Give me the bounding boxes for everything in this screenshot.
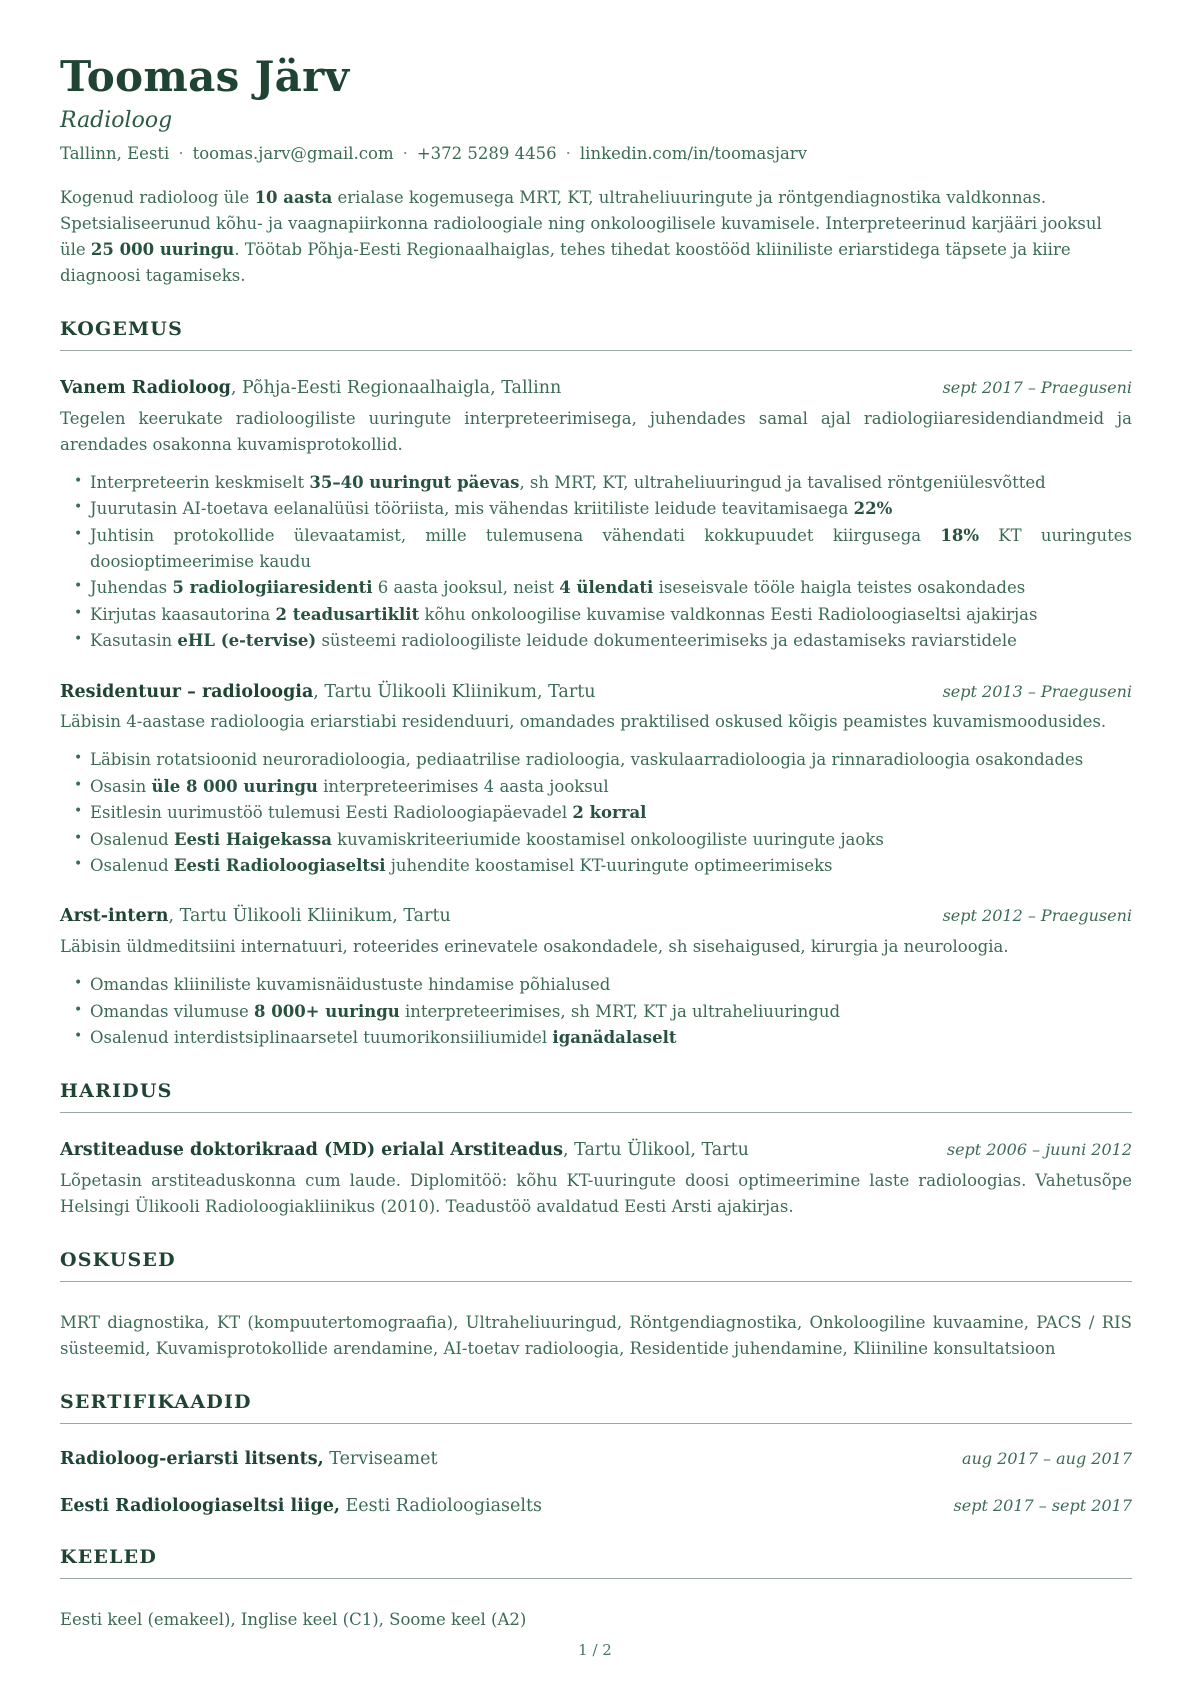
section-paragraph	[60, 1310, 1132, 1362]
bullet-item	[60, 575, 1132, 601]
section-rule	[60, 1423, 1132, 1424]
bullet-marker: •	[74, 776, 83, 793]
sections	[60, 319, 1132, 1633]
text-run-bold: 22%	[853, 499, 893, 519]
bullet-text	[90, 578, 1025, 597]
entry-date: sept 2012 – Praeguseni	[942, 906, 1132, 926]
text-run-bold: 10 aasta	[254, 187, 333, 207]
section-haridus	[60, 1081, 1132, 1220]
text-run: Omandas kliiniliste kuvamisnäidustuste hindamise põhialused	[90, 975, 611, 995]
bullet-text	[90, 777, 609, 796]
bullet-text	[90, 750, 1083, 769]
bullet-text	[90, 1002, 840, 1021]
section-oskused	[60, 1250, 1132, 1362]
bullet-text	[90, 1028, 676, 1047]
entry-date: sept 2017 – sept 2017	[953, 1495, 1132, 1515]
text-run: Eesti keel (emakeel), Inglise keel (C1), Soome keel (A2)	[60, 1610, 527, 1630]
bullet-marker: •	[74, 631, 83, 648]
text-run-bold: 8 000+ uuringu	[254, 1001, 400, 1021]
text-run-bold: Eesti Radioloogiaseltsi	[173, 855, 386, 875]
text-run: Kirjutas kaasautorina	[90, 604, 276, 624]
entry	[60, 681, 1132, 880]
text-run: juhendite koostamisel KT-uuringute optimeerimiseks	[385, 855, 833, 875]
text-run: Juurutasin AI-toetava eelanalüüsi tööriista, mis vähendas kriitiliste leidude teavitamisaega	[90, 499, 854, 519]
candidate-name: Toomas Järv	[60, 52, 350, 101]
text-run: Lõpetasin arstiteaduskonna cum laude. Diplomitöö: kõhu KT-uuringute doosi optimeerimine laste radioloogias. Vahetusõpe Helsingi Ülikooli Radioloogiakliinikus (2010). Teadustöö avaldatud Eesti Arsti ajakirjas.	[60, 1170, 1132, 1216]
bullet-text	[90, 830, 884, 849]
text-run-bold: 2 teadusartiklit	[275, 604, 420, 624]
entry-title-org: , Tartu Ülikool, Tartu	[563, 1140, 749, 1161]
contact-separator: ·	[178, 143, 184, 163]
entry-title-role: Arst-intern	[60, 906, 169, 927]
text-run: erialase kogemusega MRT, KT, ultraheliuuringute ja röntgendiagnostika valdkonnas. Spetsialiseerunud kõhu- ja vaagnapiirkonna radioloogiale ning onkoloogilisele kuvamisele. Interpreteerinud karjääri jooksul üle	[60, 187, 1102, 259]
bullet-item	[60, 602, 1132, 628]
text-run: 6 aasta jooksul, neist	[372, 578, 560, 598]
entry-header	[60, 681, 1132, 704]
resume-header	[60, 54, 1132, 165]
entry-description	[60, 1168, 1132, 1220]
text-run: Osalenud interdistsiplinaarsetel tuumorikonsiiliumidel	[90, 1027, 553, 1047]
entry-description	[60, 406, 1132, 458]
text-run-bold: Eesti Haigekassa	[173, 829, 332, 849]
text-run-bold: 5 radiologiiaresidenti	[172, 578, 373, 598]
entry-bullets	[60, 972, 1132, 1051]
bullet-text	[90, 473, 1046, 492]
bullet-marker: •	[74, 975, 83, 992]
bullet-marker: •	[74, 803, 83, 820]
section-kogemus	[60, 319, 1132, 1051]
contact-separator: ·	[565, 143, 571, 163]
bullet-text	[90, 499, 892, 518]
entry-title	[60, 681, 596, 704]
entry-date: sept 2013 – Praeguseni	[942, 681, 1132, 701]
entry-header	[60, 1495, 1132, 1518]
bullet-item	[60, 800, 1132, 826]
text-run: iseseisvale tööle haigla teistes osakondades	[653, 578, 1026, 598]
bullet-text	[90, 803, 646, 822]
entry-title	[60, 377, 561, 400]
text-run: . Töötab Põhja-Eesti Regionaalhaiglas, tehes tihedat koostööd kliiniliste eriarstidega täpsete ja kiire diagnoosi tagamiseks.	[60, 239, 1071, 286]
contact-item: linkedin.com/in/toomasjarv	[579, 143, 808, 163]
bullet-item	[60, 774, 1132, 800]
bullet-marker: •	[74, 855, 83, 872]
bullet-item	[60, 496, 1132, 522]
entry-title-org: Eesti Radioloogiaselts	[339, 1495, 542, 1516]
entry-title-role: Eesti Radioloogiaseltsi liige,	[60, 1495, 340, 1516]
section-heading: KEELED	[60, 1546, 157, 1569]
section-heading: HARIDUS	[60, 1080, 173, 1103]
text-run: Kasutasin	[90, 631, 178, 651]
bullet-item	[60, 628, 1132, 654]
bullet-marker: •	[74, 750, 83, 767]
text-run: , sh MRT, KT, ultraheliuuringud ja tavalised röntgeniülesvõtted	[519, 472, 1046, 492]
entry-bullets	[60, 470, 1132, 655]
contact-item: toomas.jarv@gmail.com	[192, 143, 394, 163]
bullet-marker: •	[74, 1027, 83, 1044]
text-run-bold: 18%	[940, 525, 980, 545]
text-run: Läbisin rotatsioonid neuroradioloogia, pediaatrilise radioloogia, vaskulaarradioloogia ja rinnaradioloogia osakondades	[90, 750, 1084, 770]
text-run-bold: iganädalaselt	[552, 1027, 677, 1047]
bullet-marker: •	[74, 604, 83, 621]
entry-header	[60, 1448, 1132, 1471]
bullet-text	[90, 975, 610, 994]
text-run: interpreteerimises 4 aasta jooksul	[317, 776, 609, 796]
candidate-job-title: Radioloog	[60, 108, 173, 134]
entry-title	[60, 1448, 438, 1471]
bullet-marker: •	[74, 499, 83, 516]
bullet-item	[60, 853, 1132, 879]
text-run: Kogenud radioloog üle	[60, 187, 255, 207]
text-run: interpreteerimises, sh MRT, KT ja ultraheliuuringud	[399, 1001, 841, 1021]
text-run-bold: üle 8 000 uuringu	[151, 776, 318, 796]
bullet-text	[90, 605, 1037, 624]
entry-description	[60, 709, 1132, 735]
entry-title-org: Terviseamet	[323, 1448, 438, 1469]
entry-header	[60, 1139, 1132, 1162]
bullet-item	[60, 827, 1132, 853]
text-run-bold: eHL (e-tervise)	[177, 631, 317, 651]
bullet-marker: •	[74, 829, 83, 846]
text-run: Juhtisin protokollide ülevaatamist, mille tulemusena vähendati kokkupuudet kiirgusega	[90, 525, 941, 545]
entry-date: sept 2006 – juuni 2012	[946, 1140, 1132, 1160]
entry-title	[60, 1139, 749, 1162]
text-run: KT uuringutes doosioptimeerimise kaudu	[90, 525, 1132, 571]
bullet-text	[90, 631, 1017, 650]
contact-item: Tallinn, Eesti	[60, 143, 170, 163]
section-rule	[60, 1578, 1132, 1579]
summary-text	[60, 185, 1132, 289]
entry-date: sept 2017 – Praeguseni	[942, 377, 1132, 397]
entry-header	[60, 905, 1132, 928]
text-run: Interpreteerin keskmiselt	[90, 472, 310, 492]
entry-description	[60, 934, 1132, 960]
entry-title-org: , Tartu Ülikooli Kliinikum, Tartu	[168, 906, 451, 927]
section-sertifikaadid	[60, 1392, 1132, 1517]
entry	[60, 905, 1132, 1051]
text-run-bold: 35–40 uuringut päevas	[309, 472, 520, 492]
contact-item: +372 5289 4456	[416, 143, 557, 163]
bullet-marker: •	[74, 578, 83, 595]
entry	[60, 1448, 1132, 1471]
bullet-item	[60, 523, 1132, 576]
entry	[60, 1495, 1132, 1518]
bullet-item	[60, 470, 1132, 496]
section-heading: KOGEMUS	[60, 318, 183, 341]
bullet-item	[60, 1025, 1132, 1051]
bullet-text	[90, 526, 1132, 571]
entry-title-org: , Tartu Ülikooli Kliinikum, Tartu	[313, 681, 596, 702]
text-run: Juhendas	[90, 578, 173, 598]
section-paragraph	[60, 1607, 1132, 1633]
contact-line	[60, 143, 1132, 165]
entry	[60, 377, 1132, 655]
entry-title-role: Residentuur – radioloogia	[60, 681, 314, 702]
text-run: Esitlesin uurimustöö tulemusi Eesti Radioloogiapäevadel	[90, 803, 573, 823]
entry-title-org: , Põhja-Eesti Regionaalhaigla, Tallinn	[230, 377, 562, 398]
text-run: Osasin	[90, 776, 152, 796]
section-heading: OSKUSED	[60, 1249, 176, 1272]
entry-bullets	[60, 747, 1132, 879]
section-heading: SERTIFIKAADID	[60, 1390, 252, 1413]
bullet-item	[60, 972, 1132, 998]
text-run: Omandas vilumuse	[90, 1001, 255, 1021]
entry	[60, 1139, 1132, 1220]
text-run: süsteemi radioloogiliste leidude dokumenteerimiseks ja edastamiseks raviarstidele	[316, 631, 1017, 651]
bullet-item	[60, 999, 1132, 1025]
text-run-bold: 25 000 uuringu	[90, 239, 235, 259]
text-run: Tegelen keerukate radioloogiliste uuringute interpreteerimisega, juhendades samal ajal radiologiiaresidendiandmeid ja arendades osakonna kuvamisprotokollid.	[60, 408, 1132, 454]
section-rule	[60, 1281, 1132, 1282]
bullet-marker: •	[74, 1001, 83, 1018]
bullet-marker: •	[74, 472, 83, 489]
entry-date: aug 2017 – aug 2017	[962, 1448, 1132, 1468]
text-run: Osalenud	[90, 829, 174, 849]
bullet-text	[90, 856, 833, 875]
text-run-bold: 2 korral	[572, 803, 647, 823]
section-rule	[60, 350, 1132, 351]
text-run: MRT diagnostika, KT (kompuutertomograafia), Ultraheliuuringud, Röntgendiagnostika, Onkoloogiline kuvaamine, PACS / RIS süsteemid, Kuvamisprotokollide arendamine, AI-toetav radioloogia, Residentide juhendamine, Kliiniline konsultatsioon	[60, 1312, 1132, 1358]
contact-separator: ·	[402, 143, 408, 163]
bullet-item	[60, 747, 1132, 773]
page-number: 1 / 2	[578, 1641, 612, 1659]
text-run: Läbisin üldmeditsiini internatuuri, roteerides erinevatele osakondadele, sh sisehaigused, kirurgia ja neuroloogia.	[60, 937, 1009, 957]
text-run: Osalenud	[90, 855, 174, 875]
text-run-bold: 4 ülendati	[559, 578, 654, 598]
entry-title-role: Radioloog-eriarsti litsents,	[60, 1448, 324, 1469]
section-rule	[60, 1112, 1132, 1113]
text-run: kõhu onkoloogilise kuvamise valdkonnas Eesti Radioloogiaseltsi ajakirjas	[419, 604, 1038, 624]
entry-title-role: Arstiteaduse doktorikraad (MD) erialal Arstiteadus	[60, 1140, 564, 1161]
entry-title-role: Vanem Radioloog	[60, 377, 231, 398]
entry-title	[60, 905, 451, 928]
bullet-marker: •	[74, 525, 83, 542]
section-keeled	[60, 1547, 1132, 1633]
entry-header	[60, 377, 1132, 400]
text-run: kuvamiskriteeriumide koostamisel onkoloogiliste uuringute jaoks	[331, 829, 884, 849]
text-run: Läbisin 4-aastase radioloogia eriarstiabi residenduuri, omandades praktilised oskused kõigis peamistes kuvamismoodusides.	[60, 712, 1107, 732]
entry-title	[60, 1495, 542, 1518]
